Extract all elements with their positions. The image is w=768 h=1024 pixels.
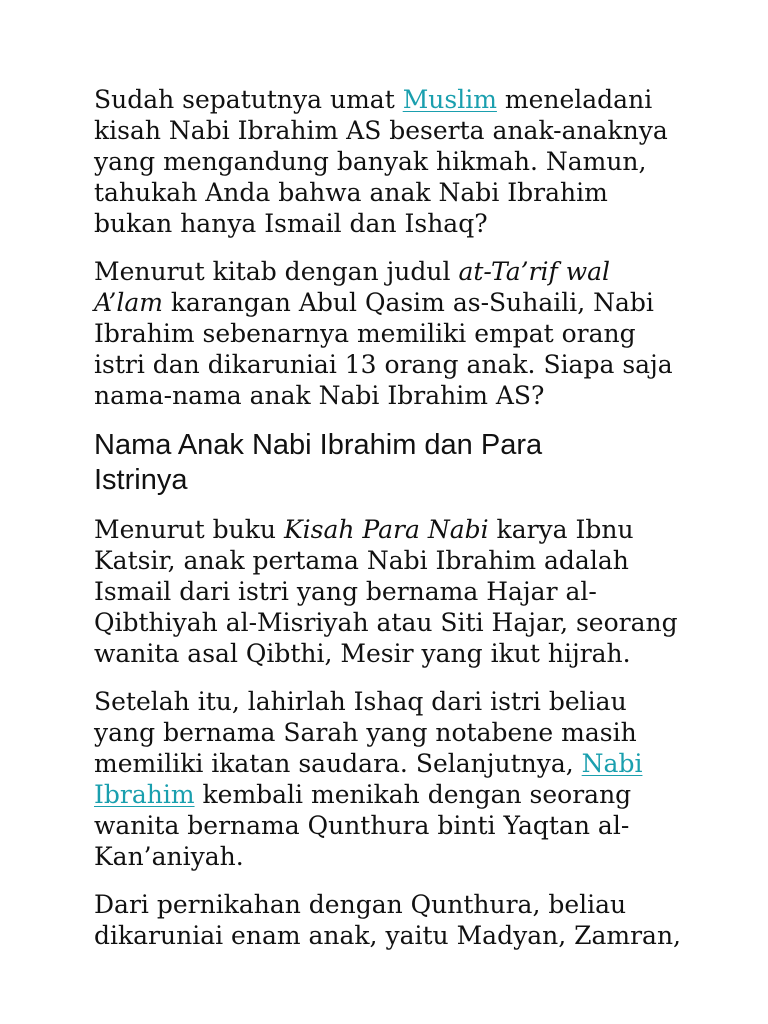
text-line: bukan hanya Ismail dan Ishaq? — [94, 209, 488, 238]
text-line — [94, 779, 674, 810]
text-line: yang bernama Sarah yang notabene masih — [94, 718, 637, 747]
text-span: karangan Abul Qasim as-Suhaili, Nabi — [162, 288, 654, 317]
paragraph-qunthura — [94, 889, 681, 951]
paragraph-intro — [94, 84, 674, 239]
text-line: tahukah Anda bahwa anak Nabi Ibrahim — [94, 178, 608, 207]
book-title-italic: at-Ta’rif wal — [458, 257, 610, 286]
text-line — [94, 256, 674, 287]
heading-line: Nama Anak Nabi Ibrahim dan Para — [94, 429, 543, 461]
text-line: nama-nama anak Nabi Ibrahim AS? — [94, 381, 545, 410]
text-line: Katsir, anak pertama Nabi Ibrahim adalah — [94, 546, 629, 575]
text-line: Ismail dari istri yang bernama Hajar al- — [94, 577, 597, 606]
text-line: Qibthiyah al-Misriyah atau Siti Hajar, seorang — [94, 608, 678, 637]
text-line: wanita asal Qibthi, Mesir yang ikut hijrah. — [94, 639, 631, 668]
text-span: karya Ibnu — [488, 515, 634, 544]
nabi-ibrahim-link[interactable]: Nabi — [581, 749, 643, 778]
text-line: Dari pernikahan dengan Qunthura, beliau — [94, 890, 627, 919]
text-line — [94, 748, 674, 779]
text-span: meneladani — [496, 85, 653, 114]
text-line — [94, 84, 674, 115]
book-title-italic: A’lam — [94, 288, 163, 317]
text-line — [94, 287, 674, 318]
paragraph-kitab — [94, 256, 674, 411]
paragraph-ismail — [94, 514, 678, 669]
book-title-italic: Kisah Para Nabi — [283, 515, 489, 544]
text-line: kisah Nabi Ibrahim AS beserta anak-anaknya — [94, 116, 668, 145]
section-heading — [94, 428, 674, 498]
text-span: Menurut kitab dengan judul — [94, 257, 459, 286]
text-line: Kan’aniyah. — [94, 842, 244, 871]
text-span: memiliki ikatan saudara. Selanjutnya, — [94, 749, 582, 778]
text-line: Ibrahim sebenarnya memiliki empat orang — [94, 319, 636, 348]
paragraph-ishaq — [94, 686, 674, 872]
text-line: yang mengandung banyak hikmah. Namun, — [94, 147, 647, 176]
text-span: Menurut buku — [94, 515, 284, 544]
text-line: dikaruniai enam anak, yaitu Madyan, Zamran, — [94, 921, 681, 950]
article-body — [94, 84, 681, 968]
heading-line: Istrinya — [94, 464, 188, 496]
muslim-link[interactable]: Muslim — [402, 85, 497, 114]
text-line: wanita bernama Qunthura binti Yaqtan al- — [94, 811, 630, 840]
nabi-ibrahim-link[interactable]: Ibrahim — [94, 780, 195, 809]
text-line: istri dan dikaruniai 13 orang anak. Siapa saja — [94, 350, 673, 379]
text-line: Setelah itu, lahirlah Ishaq dari istri beliau — [94, 687, 627, 716]
text-span: kembali menikah dengan seorang — [194, 780, 632, 809]
text-span: Sudah sepatutnya umat — [94, 85, 403, 114]
text-line — [94, 514, 674, 545]
